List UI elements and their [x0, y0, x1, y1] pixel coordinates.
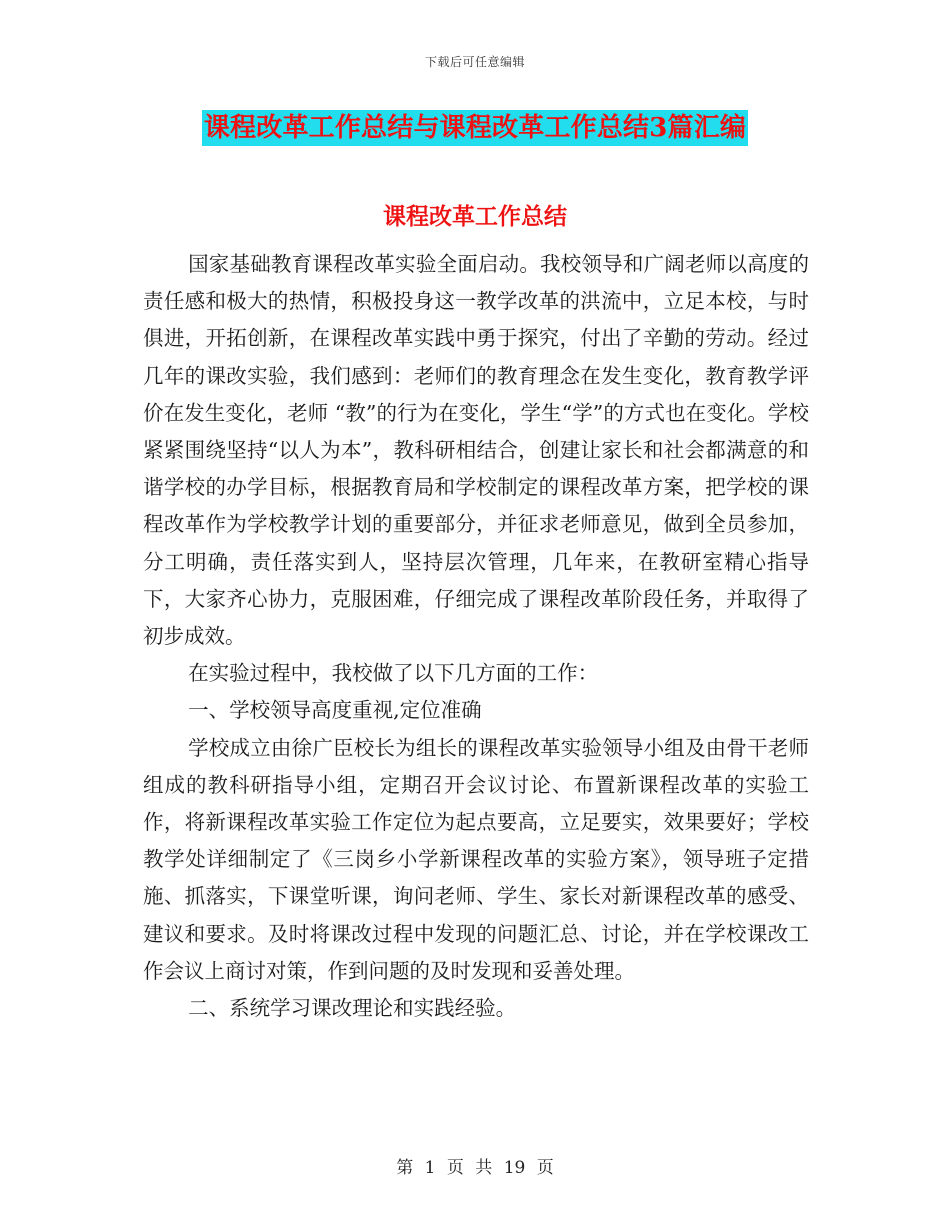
page-header-note: 下载后可任意编辑	[424, 55, 525, 69]
heading-item-1: 一、学校领导高度重视,定位准确	[188, 698, 482, 723]
paragraph-item-1: 学校成立由徐广臣校长为组长的课程改革实验领导小组及由骨干老师组成的教科研指导小组，定期召开会议讨论、布置新课程改革的实验工作，将新课程改革实验工作定位为起点要高，立足要实，效果要好；学校教学处详细制定了《三岗乡小学新课程改革的实验方案》，领导班子定措施、抓落实，下课堂听课，询问老师、学生、家长对新课程改革的感受、建议和要求。及时将课改过程中发现的问题汇总、讨论，并在学校课改工作会议上商讨对策，作到问题的及时发现和妥善处理。	[143, 735, 809, 983]
paragraph-intro: 国家基础教育课程改革实验全面启动。我校领导和广阔老师以高度的责任感和极大的热情，积极投身这一教学改革的洪流中，立足本校，与时俱进，开拓创新，在课程改革实践中勇于探究，付出了辛勤的劳动。经过几年的课改实验，我们感到：老师们的教育理念在发生变化，教育教学评价在发生变化，老师 “教”的行为在变化，学生“学”的方式也在变化。学校紧紧围绕坚持“以人为本”，教科研相结合，创建让家长和社会都满意的和谐学校的办学目标，根据教育局和学校制定的课程改革方案，把学校的课程改革作为学校教学计划的重要部分，并征求老师意见，做到全员参加，分工明确，责任落实到人，坚持层次管理，几年来，在教研室精心指导下，大家齐心协力，克服困难，仔细完成了课程改革阶段任务，并取得了初步成效。	[143, 252, 809, 649]
page-footer: 第 1 页 共 19 页	[396, 1158, 554, 1178]
section-title: 课程改革工作总结	[383, 203, 567, 230]
heading-item-2: 二、系统学习课改理论和实践经验。	[188, 996, 517, 1021]
document-body	[143, 246, 809, 1027]
document-title-text: 课程改革工作总结与课程改革工作总结3篇汇编	[202, 110, 748, 146]
document-title	[0, 110, 950, 146]
paragraph-work-overview: 在实验过程中，我校做了以下几方面的工作：	[188, 661, 599, 686]
